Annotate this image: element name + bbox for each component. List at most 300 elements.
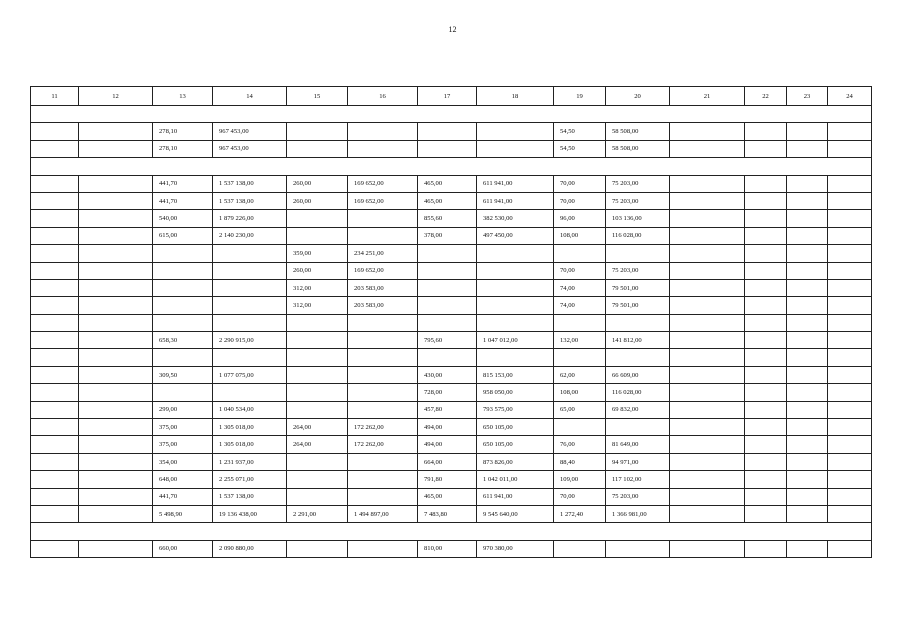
table-cell: 1 537 138,00 [213,192,287,209]
table-row [31,488,872,505]
section-divider-row [31,106,872,123]
table-cell [745,505,787,522]
table-cell [348,488,418,505]
column-header: 24 [828,87,872,106]
table-cell [287,349,348,366]
table-cell [670,540,745,557]
table-cell [477,140,554,157]
table-cell [828,123,872,140]
table-row [31,192,872,209]
table-cell [31,349,79,366]
table-cell [213,349,287,366]
section-divider-cell [31,106,872,123]
table-cell: 1 537 138,00 [213,175,287,192]
table-cell: 664,00 [418,453,477,470]
table-row [31,314,872,331]
table-cell: 1 879 226,00 [213,210,287,227]
table-row [31,140,872,157]
table-cell: 1 272,40 [554,505,606,522]
table-cell: 1 366 981,00 [606,505,670,522]
table-cell [287,314,348,331]
table-cell [31,279,79,296]
table-cell [213,384,287,401]
table-cell [287,384,348,401]
table-cell [828,366,872,383]
table-cell [31,366,79,383]
table-cell: 791,80 [418,471,477,488]
table-cell [418,279,477,296]
column-header: 18 [477,87,554,106]
table-cell [787,505,828,522]
table-cell [745,262,787,279]
table-cell [348,332,418,349]
table-cell [828,297,872,314]
column-header: 16 [348,87,418,106]
table-row [31,471,872,488]
table-cell [828,279,872,296]
column-header: 11 [31,87,79,106]
table-cell: 1 047 012,00 [477,332,554,349]
table-cell [31,210,79,227]
section-divider-cell [31,158,872,175]
table-cell [31,453,79,470]
data-table [30,86,872,558]
table-cell [670,349,745,366]
table-cell [348,140,418,157]
table-cell [79,401,153,418]
table-cell [348,540,418,557]
table-cell [418,297,477,314]
table-row [31,401,872,418]
table-cell: 793 575,00 [477,401,554,418]
table-cell [79,245,153,262]
table-cell: 74,00 [554,279,606,296]
table-cell [31,297,79,314]
table-cell [787,297,828,314]
table-cell: 1 537 138,00 [213,488,287,505]
table-cell [787,245,828,262]
table-cell: 441,70 [153,488,213,505]
table-cell: 2 290 915,00 [213,332,287,349]
table-cell: 658,30 [153,332,213,349]
table-cell [787,279,828,296]
table-cell: 465,00 [418,488,477,505]
table-cell [348,227,418,244]
column-header: 17 [418,87,477,106]
table-cell [348,123,418,140]
table-cell: 611 941,00 [477,175,554,192]
table-cell [348,453,418,470]
table-cell: 264,00 [287,436,348,453]
table-cell [79,436,153,453]
table-cell: 465,00 [418,192,477,209]
table-cell [606,314,670,331]
table-cell [828,384,872,401]
table-cell [745,192,787,209]
table-cell [828,245,872,262]
table-cell: 1 231 937,00 [213,453,287,470]
table-row [31,123,872,140]
table-row [31,505,872,522]
table-cell [348,384,418,401]
table-cell [31,436,79,453]
table-cell [745,314,787,331]
table-cell: 1 305 018,00 [213,436,287,453]
table-cell: 75 203,00 [606,192,670,209]
table-cell [745,140,787,157]
table-cell [828,140,872,157]
table-cell [153,262,213,279]
table-cell [670,488,745,505]
table-cell [670,227,745,244]
table-cell: 441,70 [153,175,213,192]
table-cell [787,436,828,453]
table-cell [79,366,153,383]
table-cell [606,540,670,557]
table-cell: 650 105,00 [477,436,554,453]
table-cell [787,210,828,227]
table-cell [79,262,153,279]
table-row [31,175,872,192]
table-cell [31,192,79,209]
table-cell [477,262,554,279]
table-cell [477,123,554,140]
table-cell: 1 305 018,00 [213,419,287,436]
table-cell: 58 508,00 [606,123,670,140]
table-cell: 378,00 [418,227,477,244]
table-cell [787,366,828,383]
table-cell [348,349,418,366]
table-cell [745,123,787,140]
table-cell [670,123,745,140]
table-row [31,366,872,383]
table-cell [787,140,828,157]
table-cell [670,175,745,192]
table-cell [79,488,153,505]
table-cell [828,505,872,522]
table-cell [418,123,477,140]
table-cell: 58 508,00 [606,140,670,157]
table-cell [79,540,153,557]
page-number: 12 [448,25,457,34]
table-cell: 299,00 [153,401,213,418]
table-cell [670,419,745,436]
table-cell [787,262,828,279]
table-cell: 76,00 [554,436,606,453]
table-cell: 278,10 [153,140,213,157]
table-cell [477,245,554,262]
table-cell [79,123,153,140]
table-cell: 108,00 [554,227,606,244]
table-cell [348,210,418,227]
table-cell: 441,70 [153,192,213,209]
column-header: 20 [606,87,670,106]
table-cell: 465,00 [418,175,477,192]
table-cell [670,401,745,418]
table-cell [418,245,477,262]
table-row [31,540,872,557]
table-cell: 109,00 [554,471,606,488]
table-cell: 203 583,00 [348,279,418,296]
table-cell: 260,00 [287,192,348,209]
table-cell [31,140,79,157]
table-cell: 2 291,00 [287,505,348,522]
table-cell: 172 262,00 [348,419,418,436]
column-header: 13 [153,87,213,106]
table-cell: 309,50 [153,366,213,383]
table-cell [670,210,745,227]
table-cell: 66 609,00 [606,366,670,383]
table-cell: 96,00 [554,210,606,227]
table-row [31,453,872,470]
table-cell: 2 090 880,00 [213,540,287,557]
table-cell [670,262,745,279]
table-cell [79,279,153,296]
table-cell [79,332,153,349]
table-cell [418,349,477,366]
table-cell: 70,00 [554,175,606,192]
table-cell [828,401,872,418]
table-cell [31,332,79,349]
table-cell: 117 102,00 [606,471,670,488]
table-cell [79,314,153,331]
table-cell: 2 255 071,00 [213,471,287,488]
table-cell [745,175,787,192]
table-cell [828,453,872,470]
table-cell: 728,00 [418,384,477,401]
table-cell: 2 140 230,00 [213,227,287,244]
table-cell [670,297,745,314]
table-cell: 7 483,80 [418,505,477,522]
table-cell: 260,00 [287,175,348,192]
table-cell [287,488,348,505]
table-body [31,106,872,558]
table-cell: 1 077 075,00 [213,366,287,383]
column-header: 19 [554,87,606,106]
table-cell: 611 941,00 [477,192,554,209]
table-cell [787,349,828,366]
table-cell: 382 530,00 [477,210,554,227]
table-cell: 169 652,00 [348,262,418,279]
table-cell: 873 826,00 [477,453,554,470]
table-cell [31,175,79,192]
table-cell: 116 028,00 [606,384,670,401]
table-cell: 967 453,00 [213,123,287,140]
table-cell [79,227,153,244]
table-cell [787,401,828,418]
table-row [31,349,872,366]
table-cell [787,175,828,192]
table-cell: 169 652,00 [348,192,418,209]
table-cell: 19 136 438,00 [213,505,287,522]
column-header: 15 [287,87,348,106]
table-cell: 611 941,00 [477,488,554,505]
table-cell [79,297,153,314]
section-divider-row [31,523,872,540]
table-cell: 457,80 [418,401,477,418]
table-cell [477,349,554,366]
table-cell [31,471,79,488]
table-cell: 497 450,00 [477,227,554,244]
table-cell [670,471,745,488]
table-cell [828,419,872,436]
table-cell [287,210,348,227]
table-cell [31,505,79,522]
table-cell [745,419,787,436]
table-cell [31,245,79,262]
table-cell [31,123,79,140]
section-divider-cell [31,523,872,540]
table-cell [670,366,745,383]
table-cell [31,314,79,331]
table-cell: 494,00 [418,419,477,436]
table-row [31,332,872,349]
table-cell: 94 971,00 [606,453,670,470]
table-cell [670,332,745,349]
table-cell [287,471,348,488]
table-cell [745,349,787,366]
table-cell [287,540,348,557]
table-cell [348,314,418,331]
table-cell [828,349,872,366]
table-cell [287,366,348,383]
table-cell [153,297,213,314]
table-cell [828,540,872,557]
table-cell: 615,00 [153,227,213,244]
header-row [31,87,872,106]
table-cell: 815 153,00 [477,366,554,383]
table-cell: 74,00 [554,297,606,314]
table-cell: 375,00 [153,436,213,453]
table-cell [287,332,348,349]
table-cell [828,227,872,244]
table-cell: 65,00 [554,401,606,418]
table-cell [828,314,872,331]
table-cell [79,471,153,488]
table-cell [213,245,287,262]
table-cell: 88,40 [554,453,606,470]
table-cell [828,192,872,209]
table-cell [554,245,606,262]
table-cell: 81 649,00 [606,436,670,453]
table-cell [31,419,79,436]
table-cell [213,314,287,331]
table-cell [828,471,872,488]
table-cell: 108,00 [554,384,606,401]
table-cell [213,279,287,296]
column-header: 23 [787,87,828,106]
table-cell [670,453,745,470]
table-cell: 116 028,00 [606,227,670,244]
table-cell [287,140,348,157]
table-cell [153,245,213,262]
table-cell [79,505,153,522]
table-cell: 359,00 [287,245,348,262]
table-row [31,245,872,262]
table-cell [554,349,606,366]
table-cell: 354,00 [153,453,213,470]
table-cell [79,192,153,209]
table-cell: 1 494 897,00 [348,505,418,522]
table-cell [213,297,287,314]
table-cell [418,262,477,279]
table-cell: 70,00 [554,192,606,209]
table-cell [287,453,348,470]
table-cell [787,488,828,505]
table-cell [745,279,787,296]
table-cell [787,192,828,209]
column-header: 14 [213,87,287,106]
table-cell: 54,50 [554,140,606,157]
table-cell [79,419,153,436]
table-cell: 970 380,00 [477,540,554,557]
table-cell [153,384,213,401]
table-cell [31,262,79,279]
table-cell: 430,00 [418,366,477,383]
table-cell [745,453,787,470]
table-cell [606,349,670,366]
table-cell [606,419,670,436]
table-cell [787,314,828,331]
table-cell: 260,00 [287,262,348,279]
table-cell [79,175,153,192]
table-row [31,297,872,314]
table-cell: 278,10 [153,123,213,140]
table-cell: 79 501,00 [606,297,670,314]
table-cell [606,245,670,262]
table-cell [745,384,787,401]
table-cell [31,401,79,418]
table-cell [554,419,606,436]
table-cell [348,471,418,488]
table-cell [670,140,745,157]
table-cell [670,314,745,331]
table-cell [31,540,79,557]
table-cell [745,227,787,244]
table-cell [787,123,828,140]
table-cell [79,453,153,470]
table-cell: 234 251,00 [348,245,418,262]
table-cell [670,192,745,209]
table-cell [745,366,787,383]
table-cell [153,279,213,296]
table-cell: 312,00 [287,297,348,314]
table-cell: 54,50 [554,123,606,140]
table-cell [745,332,787,349]
column-header: 21 [670,87,745,106]
table-row [31,279,872,296]
table-cell [477,279,554,296]
table-cell: 312,00 [287,279,348,296]
table-cell [745,210,787,227]
table-cell: 75 203,00 [606,262,670,279]
table-cell [787,227,828,244]
table-row [31,436,872,453]
table-cell [745,436,787,453]
table-cell [477,297,554,314]
table-cell: 1 042 011,00 [477,471,554,488]
table-cell [745,471,787,488]
table-cell [79,384,153,401]
table-cell: 1 040 534,00 [213,401,287,418]
table-cell [79,349,153,366]
table-cell: 650 105,00 [477,419,554,436]
table-cell: 70,00 [554,262,606,279]
table-row [31,262,872,279]
table-cell [31,227,79,244]
table-cell [670,279,745,296]
table-cell [477,314,554,331]
